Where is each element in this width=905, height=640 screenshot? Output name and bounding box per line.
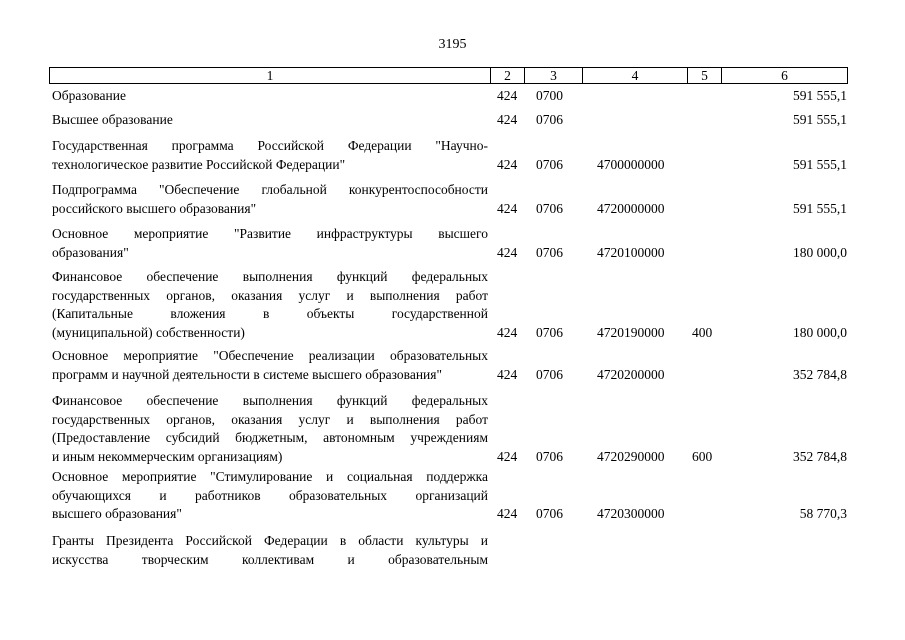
row-c6: 591 555,1 xyxy=(793,112,847,127)
row-c4: 4720190000 xyxy=(597,324,665,340)
row-name xyxy=(52,111,488,130)
row-name xyxy=(52,87,488,106)
row-c4: 4720000000 xyxy=(597,200,665,216)
row-c3: 0706 xyxy=(536,506,563,521)
row-name-line: Финансовое обеспечение выполнения функций федеральных xyxy=(52,393,488,408)
row-c3: 0700 xyxy=(536,88,563,103)
row-name-line: Образование xyxy=(52,88,126,103)
row-c2: 424 xyxy=(497,200,518,216)
row-c3: 0706 xyxy=(536,324,563,340)
row-c6: 58 770,3 xyxy=(799,506,847,521)
row-name-line: искусства творческим коллективам и образовательным xyxy=(52,551,488,567)
row-name-line: Государственная программа Российской Федерации "Научно- xyxy=(52,138,488,153)
row-name xyxy=(52,225,488,262)
row-name-line: Финансовое обеспечение выполнения функций федеральных xyxy=(52,269,488,284)
row-c5: 600 xyxy=(692,448,713,464)
row-c6: 352 784,8 xyxy=(793,448,847,464)
header-col-5: 5 xyxy=(688,68,722,83)
row-name-line: технологическое развитие Российской Федерации" xyxy=(52,156,346,172)
row-c2: 424 xyxy=(497,366,518,382)
header-col-6: 6 xyxy=(781,68,788,83)
row-c5: 400 xyxy=(692,324,713,340)
row-c4: 4720290000 xyxy=(597,448,665,464)
row-name-line: Гранты Президента Российской Федерации в области культуры и xyxy=(52,533,488,548)
row-name-line: Высшее образование xyxy=(52,112,173,127)
row-name-line: государственных органов, оказания услуг и выполнения работ xyxy=(52,287,488,303)
row-c3: 0706 xyxy=(536,366,563,382)
row-name-line: государственных органов, оказания услуг и выполнения работ xyxy=(52,411,488,427)
row-c6: 352 784,8 xyxy=(793,366,847,382)
row-c3: 0706 xyxy=(536,244,563,260)
row-name xyxy=(52,137,488,174)
row-c4: 4720200000 xyxy=(597,366,665,382)
row-name xyxy=(52,532,488,569)
header-col-2: 2 xyxy=(491,68,525,83)
row-c3: 0706 xyxy=(536,200,563,216)
header-col-1: 1 xyxy=(50,68,491,83)
row-c2: 424 xyxy=(497,244,518,260)
row-name xyxy=(52,468,488,524)
row-c3: 0706 xyxy=(536,112,563,127)
row-name-line: Основное мероприятие "Обеспечение реализации образовательных xyxy=(52,348,488,363)
row-name-line: и иным некоммерческим организациям) xyxy=(52,448,283,464)
row-name-line: Подпрограмма "Обеспечение глобальной конкурентоспособности xyxy=(52,182,488,197)
table-header xyxy=(49,67,848,84)
header-col-4: 4 xyxy=(583,68,688,83)
row-c2: 424 xyxy=(497,156,518,172)
row-c6: 591 555,1 xyxy=(793,200,847,216)
row-name-line: высшего образования" xyxy=(52,506,182,521)
row-c4: 4720100000 xyxy=(597,244,665,260)
row-c6: 591 555,1 xyxy=(793,88,847,103)
row-name-line: программ и научной деятельности в системе высшего образования" xyxy=(52,366,442,382)
row-c2: 424 xyxy=(497,324,518,340)
row-name xyxy=(52,268,488,342)
row-name-line: (Капитальные вложения в объекты государственной xyxy=(52,306,488,321)
row-c3: 0706 xyxy=(536,156,563,172)
row-c3: 0706 xyxy=(536,448,563,464)
row-name-line: Основное мероприятие "Стимулирование и социальная поддержка xyxy=(52,469,488,484)
row-name xyxy=(52,181,488,218)
row-name xyxy=(52,392,488,466)
row-c6: 180 000,0 xyxy=(793,244,847,260)
row-name-line: обучающихся и работников образовательных организаций xyxy=(52,487,488,503)
row-name-line: российского высшего образования" xyxy=(52,200,257,216)
row-name-line: (муниципальной) собственности) xyxy=(52,324,245,340)
row-c4: 4700000000 xyxy=(597,156,665,172)
row-name xyxy=(52,347,488,384)
row-c2: 424 xyxy=(497,88,518,103)
row-c2: 424 xyxy=(497,506,518,521)
row-c2: 424 xyxy=(497,448,518,464)
row-c6: 591 555,1 xyxy=(793,156,847,172)
row-name-line: образования" xyxy=(52,244,129,260)
row-name-line: Основное мероприятие "Развитие инфраструктуры высшего xyxy=(52,226,488,241)
row-c2: 424 xyxy=(497,112,518,127)
row-name-line: (Предоставление субсидий бюджетным, автономным учреждениям xyxy=(52,430,488,445)
header-col-3: 3 xyxy=(525,68,583,83)
row-c6: 180 000,0 xyxy=(793,324,847,340)
page-number: 3195 xyxy=(438,37,467,52)
row-c4: 4720300000 xyxy=(597,506,665,521)
